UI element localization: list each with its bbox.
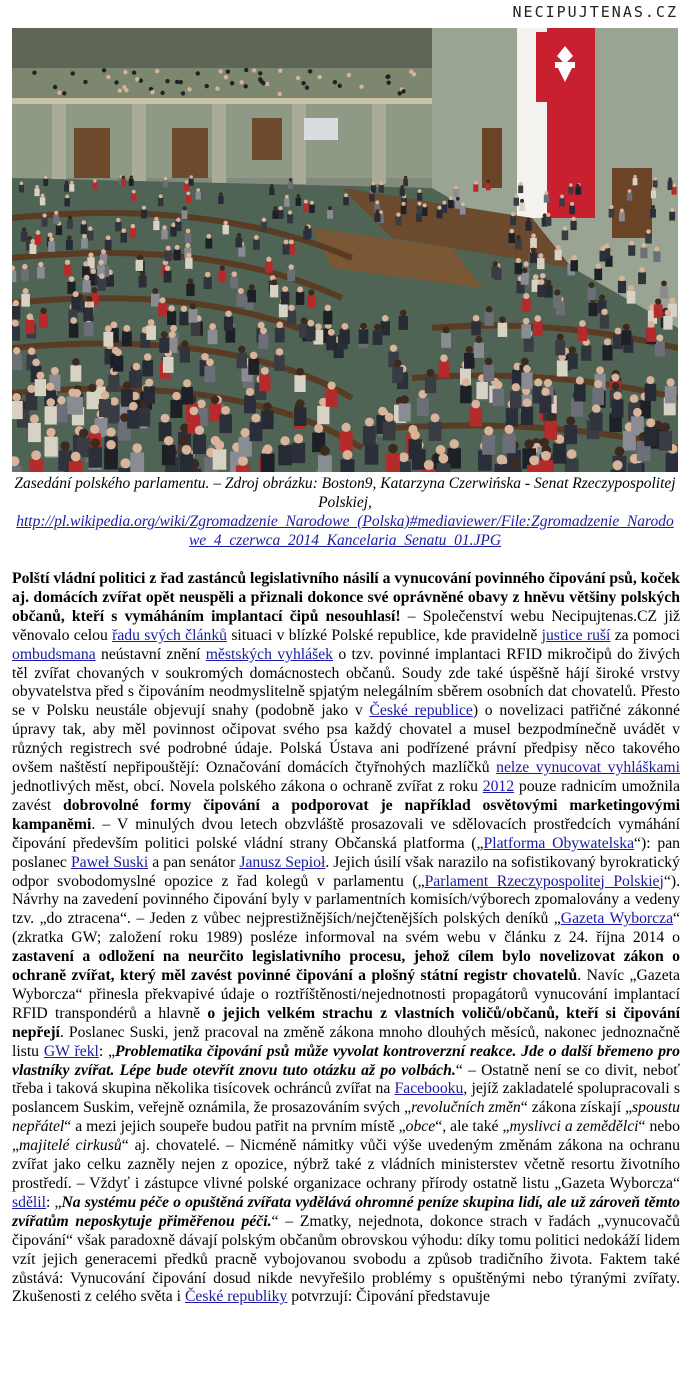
article-link[interactable]: Janusz Sepioł bbox=[239, 853, 326, 871]
article-text: “ – Zmatky, nejednota, dokonce strach v řadách „vynucovačů čipování“ však paradoxně dávají polským občanům obrovskou výhodu: díky tomu politici nedokáží lidem vzít jejich generacemi předků pracně vybojovanou svobodu a způsob tradičního života. Faktem také zůstává: Vynucování čipování dosud nikde nevyřešilo problémy s opuštěnými nebo týranými zvířaty. Zkušenosti z celého světa i bbox=[12, 1212, 680, 1306]
article-link[interactable]: městských vyhlášek bbox=[205, 645, 334, 663]
italic-text: majitelé cirkusů bbox=[18, 1137, 122, 1155]
article-link[interactable]: Parlament Rzeczypospolitej Polskiej bbox=[424, 872, 664, 890]
italic-text: spoustu nepřátel bbox=[12, 1099, 680, 1136]
article-text: a pan senátor bbox=[148, 853, 240, 871]
article-text: situaci v blízké Polské republice, kde pravidelně bbox=[227, 626, 542, 644]
caption-text: Zasedání polského parlamentu. – Zdroj obrázku: Boston9, Katarzyna Czerwińska - Senat Rzeczypospolitej Polskiej, bbox=[14, 475, 676, 511]
article-text: o tzv. povinné implantaci RFID mikročipů do živých těl zvířat chovaných v soukromých domácnostech občanů. Soudy zde také úspěšně hájí široké vrstvy obyvatelstva před s čipováním neodmyslitelně spjatým nelegálním sběrem osobních dat chovatelů. Přesto se v Polsku neustále objevují snahy (podobně jako v bbox=[12, 645, 680, 720]
bold-text: Polští vládní politici z řad zastánců legislativního násilí a vynucování povinného čipování psů, koček aj. domácích zvířat opět neuspěli a přiznali dokonce své oprávněné obavy z hněvu většiny polských občanů, kteří s vymáháním implantací čipů nesouhlasí! bbox=[12, 570, 680, 625]
article-text: : „ bbox=[98, 1042, 116, 1060]
italic-text: obce bbox=[405, 1118, 436, 1136]
caption-source-link[interactable]: http://pl.wikipedia.org/wiki/Zgromadzenie_Narodowe_(Polska)#mediaviewer/File:Zgromadzenie_Narodowe_4_czerwca_2014_Kancelaria_Senatu_01.JPG bbox=[16, 513, 674, 549]
parliament-hall-photo bbox=[12, 28, 678, 472]
article-text: ) o novelizaci patřičné zákonné úpravy tak, aby měl povinnost očipovat svého psa každý chovatel a musel bezpodmínečně uvádět v různých registrech své podrobné údaje. Polská Ústava ani podřízené právní předpisy něco takového ovšem naštěstí nepřipouštějí: Označování domácích čtyřnohých mazlíčků bbox=[12, 702, 680, 777]
article-text: . Poslanec Suski, jenž pracoval na změně zákona mnoho dlouhých měsíců, nakonec jednoznačně listu bbox=[12, 1023, 680, 1060]
article-text: jednotlivých měst, obcí. Novela polského zákona o ochraně zvířat z roku bbox=[12, 777, 483, 795]
article-link[interactable]: GW řekl bbox=[43, 1042, 99, 1060]
article-text: potvrzují: Čipování představuje bbox=[287, 1288, 490, 1306]
photo-caption bbox=[12, 474, 678, 550]
article-body bbox=[12, 570, 680, 1307]
article-text: . – V minulých dvou letech obzvláště prosazovali ve sdělovacích prostředcích vymáhání čipování především politici polské vládní strany Občanská platforma („ bbox=[12, 815, 680, 852]
article-text: “ (zkratka GW; založení roku 1989) posléze informoval na svém webu v článku z 24. října 2014 o bbox=[12, 910, 680, 947]
article-link[interactable]: České republiky bbox=[184, 1288, 288, 1306]
article-link[interactable]: Facebooku bbox=[394, 1080, 464, 1098]
article-text: – Společenství webu Necipujtenas.CZ již věnovalo celou bbox=[12, 607, 680, 644]
article-text: “ aj. chovatelé. – Nicméně námitky vůči výše uvedeným změnám zákona na ochranu zvířat jako celku zazněly nejen z opozice, nýbrž také z vládních ministerstev včetně resortu životního prostředí. – Vždyť i zástupce vlivné polské organizace ochrany přírody ostatně listu „Gazeta Wyborcza“ bbox=[12, 1137, 680, 1192]
site-logo[interactable]: NECIPUJTENAS.CZ bbox=[512, 3, 678, 21]
article-link[interactable]: Paweł Suski bbox=[70, 853, 149, 871]
article-link[interactable]: Gazeta Wyborcza bbox=[560, 910, 674, 928]
article-text: . Navíc „Gazeta Wyborcza“ přinesla překvapivé údaje o roztříštěnosti/nejednotnosti propagátorů vynucování implantací RFID transpondérů a hlavně bbox=[12, 967, 680, 1022]
article-text: , jejíž zakladatelé spolupracovali s poslancem Suskim, veřejně oznámila, že prosazováním svých „ bbox=[12, 1080, 680, 1117]
article-text: “, ale také „ bbox=[435, 1118, 510, 1136]
article-link[interactable]: 2012 bbox=[482, 777, 515, 795]
article-text: “ zákona získají „ bbox=[520, 1099, 633, 1117]
article-text: “): pan poslanec bbox=[12, 834, 680, 871]
article-link[interactable]: ombudsmana bbox=[12, 645, 96, 663]
article-text: “ a mezi jejich soupeře budou patřit na prvním místě „ bbox=[64, 1118, 406, 1136]
article-link[interactable]: Platforma Obywatelska bbox=[483, 834, 635, 852]
bold-text: dobrovolné formy čipování a podporovat je například osvětovými marketingovými kampaněmi bbox=[12, 796, 680, 833]
article-text: pouze radnicím umožnila zavést bbox=[12, 777, 681, 814]
article-text: “ nebo „ bbox=[12, 1118, 680, 1155]
quote-text: Na systému péče o opuštěná zvířata vydělává ohromné peníze skupina lidí, ale už zároveň těmto zvířatům neposkytuje přiměřenou péči. bbox=[12, 1193, 680, 1230]
article-text: . Jejich úsilí však narazilo na sofistikovaný byrokratický odpor svobodomyslné opozice z řad kolegů v parlamentu („ bbox=[12, 853, 680, 890]
italic-text: revolučních změn bbox=[411, 1099, 521, 1117]
article-text: : „ bbox=[46, 1193, 62, 1211]
article-link[interactable]: řadu svých článků bbox=[112, 626, 228, 644]
article-link[interactable]: nelze vynucovat vyhláškami bbox=[496, 759, 680, 777]
parliament-hall-illustration bbox=[12, 28, 678, 472]
article-text: neústavní znění bbox=[95, 645, 206, 663]
article-text: za pomoci bbox=[610, 626, 680, 644]
italic-text: myslivci a zemědělci bbox=[509, 1118, 639, 1136]
article-link[interactable]: České republice bbox=[369, 702, 473, 720]
bold-text: o jejich velkém strachu z vlastních voličů/občanů, kteří si čipování nepřejí bbox=[12, 1004, 680, 1041]
article-text: “ – Ostatně není se co divit, neboť třeba i taková skupina několika tisícovek ochránců zvířat na bbox=[12, 1061, 680, 1098]
article-text: “). Návrhy na zavedení povinného čipování byly v parlamentních komisích/výborech zpomalovány a vedeny tzv. „do ztracena“. – Jeden z vůbec nejprestižnějších/nejčtenějších polských deníků „ bbox=[12, 872, 680, 928]
article-link[interactable]: sdělil bbox=[12, 1193, 46, 1211]
bold-text: zastavení a odložení na neurčito legislativního procesu, jehož cílem bylo novelizovat zákon o ochraně zvířat, který měl zavést povinné čipování a plošný státní registr chovatelů bbox=[12, 948, 680, 985]
article-link[interactable]: justice ruší bbox=[541, 626, 611, 644]
quote-text: Problematika čipování psů může vyvolat kontroverzní reakce. Jde o další břemeno pro vlastníky zvířat. Lépe bude otevřít znovu tuto otázku až po volbách. bbox=[12, 1042, 680, 1079]
